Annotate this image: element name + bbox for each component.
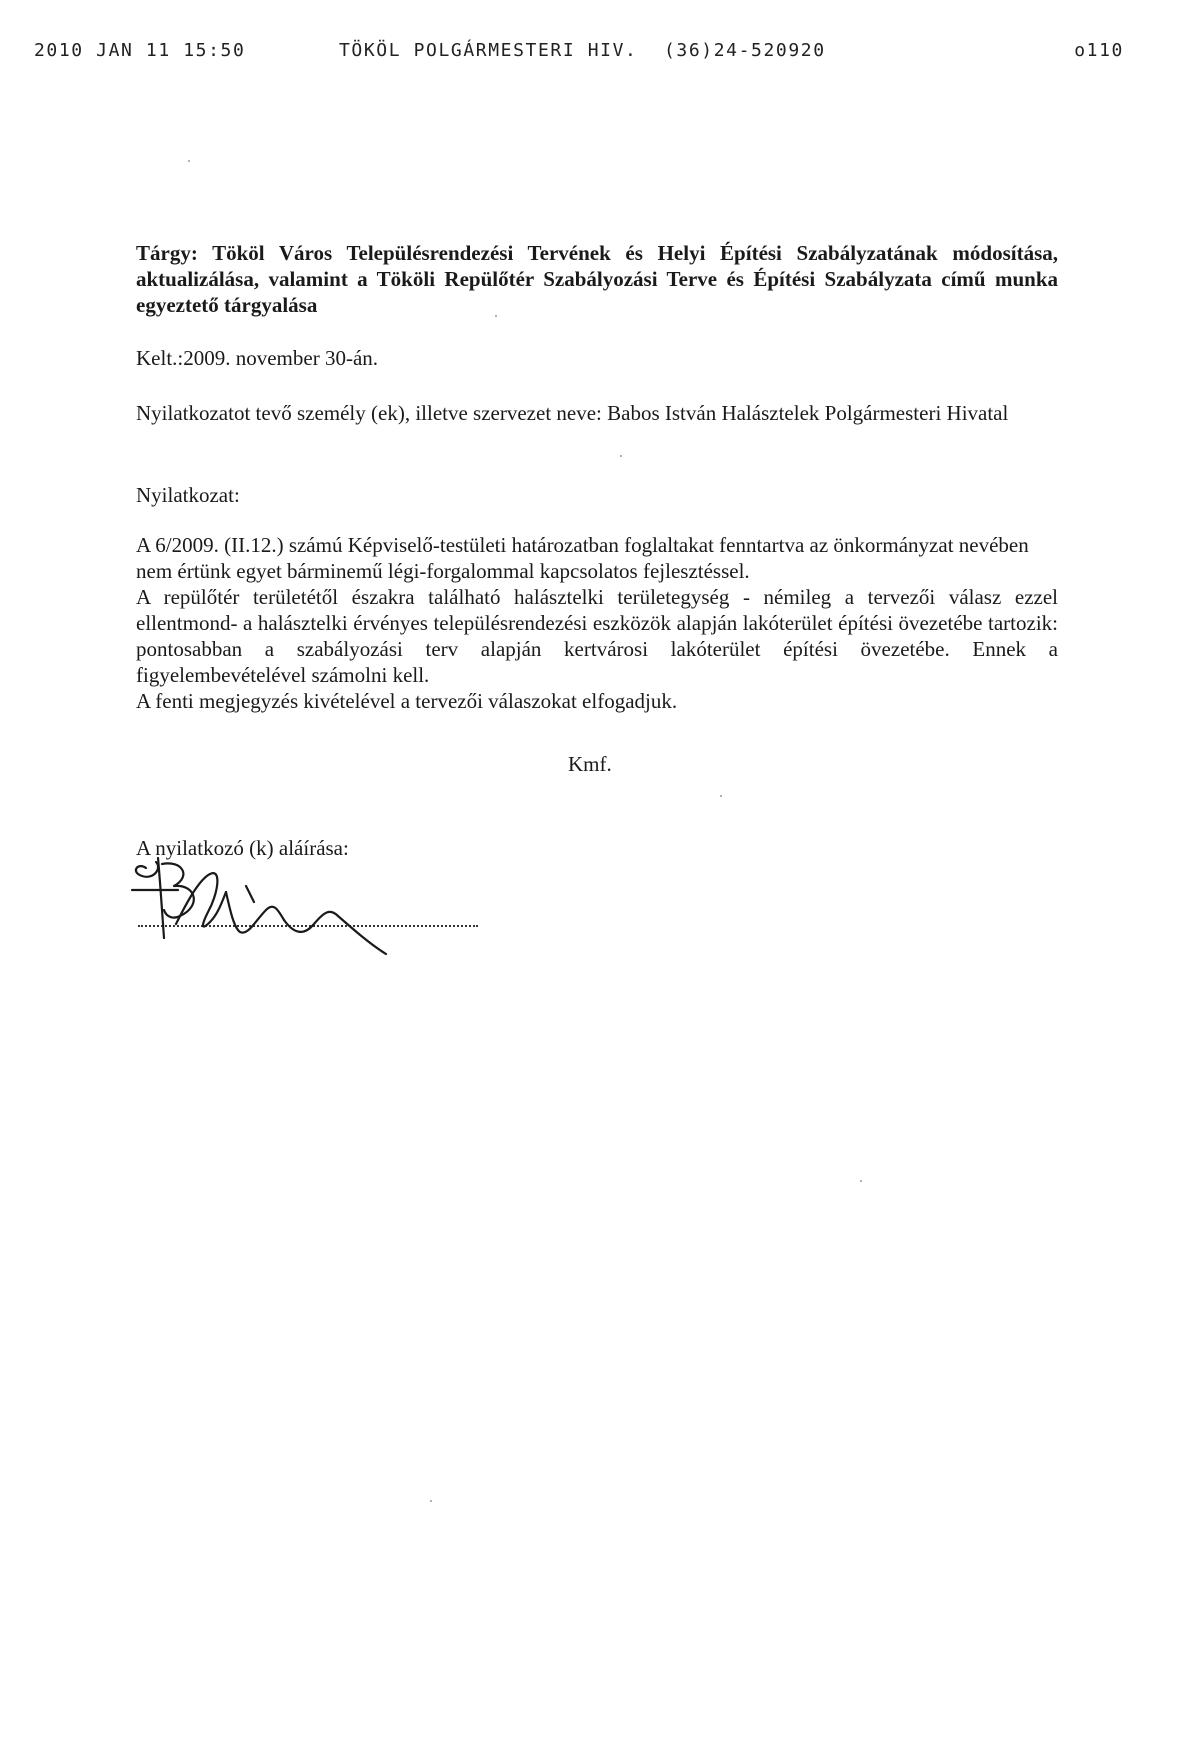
declaration-label: Nyilatkozat: (136, 483, 240, 507)
subject-heading: Tárgy: Tököl Város Településrendezési Tervének és Helyi Építési Szabályzatának módosítása, aktualizálása, valamint a Tököli Repülőtér Szabályozási Terve és Építési Szabályzata című munka egyeztető tárgyalása (136, 241, 1058, 317)
paragraph-resolution: A 6/2009. (II.12.) számú Képviselő-testületi határozatban foglaltakat fenntartva az önkormányzat nevében nem értünk egyet bárminemű légi-forgalommal kapcsolatos fejlesztéssel. (136, 533, 1029, 583)
scan-speck (860, 1180, 862, 1182)
fax-header (34, 40, 1124, 64)
scan-speck (620, 455, 622, 457)
fax-sender: TÖKÖL POLGÁRMESTERI HIV. (339, 40, 638, 61)
fax-page-number: o110 (1074, 40, 1124, 61)
declaration-body (136, 532, 1058, 714)
paragraph-zoning: A repülőtér területétől északra található halásztelki területegység - némileg a tervezői válasz ezzel ellentmond- a halásztelki érvényes településrendezési eszközök alapján lakóterület építési övezetébe tartozik: pontosabban a szabályozási terv alapján kertvárosi lakóterület építési övezetébe. Ennek a figyelembevételével számolni kell. (136, 585, 1058, 687)
paragraph-acceptance: A fenti megjegyzés kivételével a tervezői válaszokat elfogadjuk. (136, 689, 678, 713)
scan-speck (188, 160, 190, 162)
declarant-name: Nyilatkozatot tevő személy (ek), illetve szervezet neve: Babos István Halásztelek Polgármesteri Hivatal (136, 401, 1009, 425)
date-line: Kelt.:2009. november 30-án. (136, 346, 379, 370)
closing-kmf: Kmf. (568, 752, 612, 776)
signature-label: A nyilatkozó (k) aláírása: (136, 836, 349, 860)
handwritten-signature (118, 850, 408, 970)
scan-speck (430, 1500, 432, 1502)
scan-speck (720, 795, 722, 797)
fax-date: 2010 JAN 11 15:50 (34, 40, 246, 61)
scan-speck (495, 315, 497, 317)
fax-phone: (36)24-520920 (664, 40, 826, 61)
